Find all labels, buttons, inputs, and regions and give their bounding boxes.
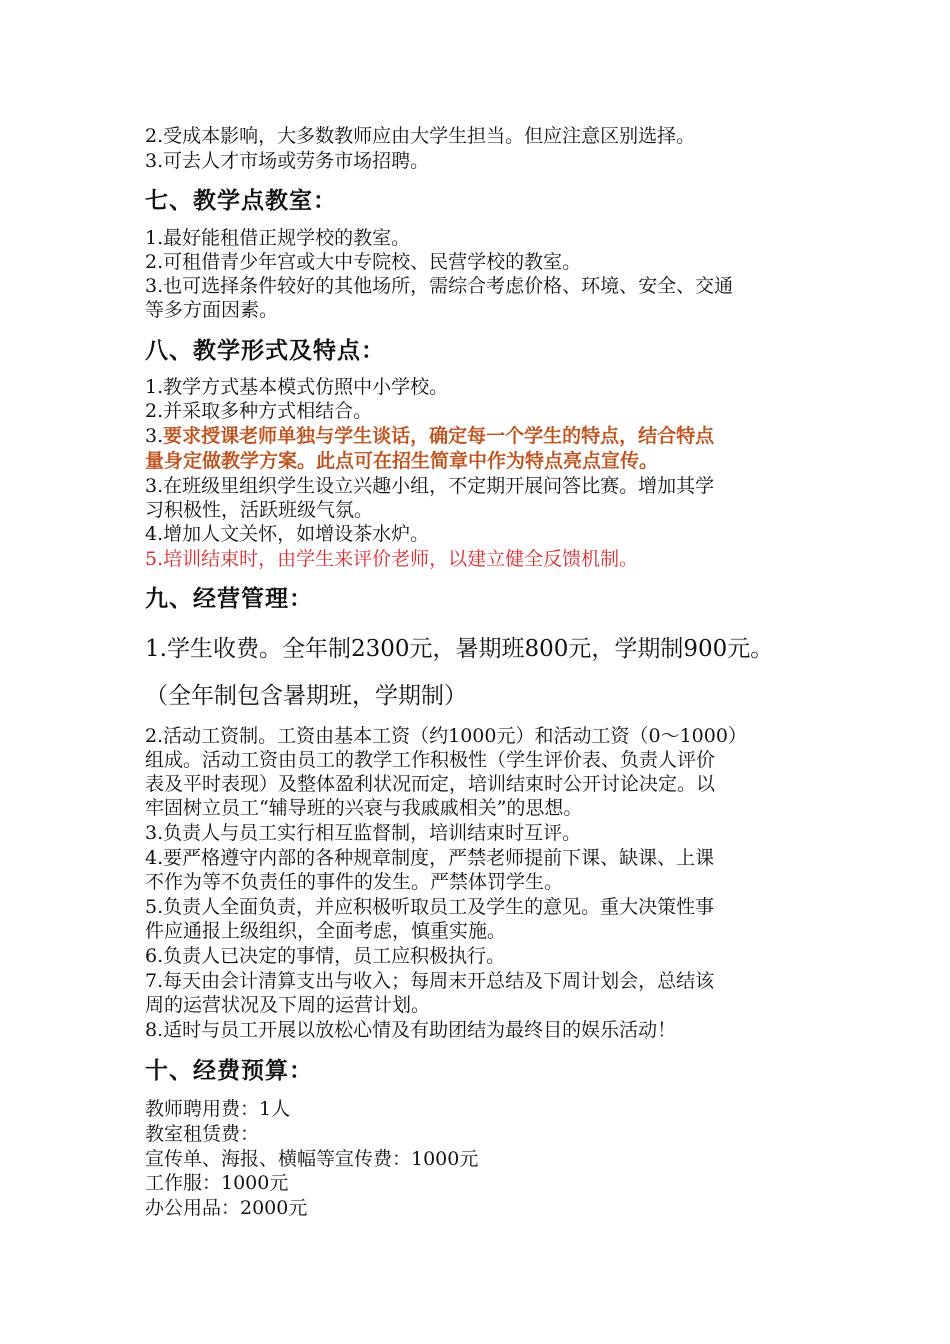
fee-note: （全年制包含暑期班，学期制） (145, 683, 467, 709)
text-line: 件应通报上级组织，全面考虑，慎重实施。 (145, 920, 507, 942)
item-number: 3. (145, 425, 164, 447)
highlight-line (145, 424, 714, 448)
text-line: 2.活动工资制。工资由基本工资（约1000元）和活动工资（0～1000） (145, 725, 747, 747)
text-line: 5.负责人全面负责，并应积极听取员工及学生的意见。重大决策性事 (145, 896, 715, 918)
budget-item: 宣传单、海报、横幅等宣传费：1000元 (145, 1148, 479, 1170)
red-line (145, 547, 638, 571)
section-heading-9: 九、经营管理： (145, 586, 313, 612)
text-line: 3.也可选择条件较好的其他场所，需综合考虑价格、环境、安全、交通 (145, 275, 734, 297)
text-line: 习积极性，活跃班级气氛。 (145, 499, 374, 521)
budget-item: 教室租赁费： (145, 1123, 260, 1145)
text-line: 2.并采取多种方式相结合。 (145, 400, 373, 422)
highlight-text: 要求授课老师单独与学生谈话，确定每一个学生的特点，结合特点 (163, 425, 715, 447)
text-line: 8.适时与员工开展以放松心情及有助团结为最终目的娱乐活动！ (145, 1019, 677, 1041)
fee-line: 1.学生收费。全年制2300元，暑期班800元，学期制900元。 (145, 636, 774, 662)
text-line: 组成。活动工资由员工的教学工作积极性（学生评价表、负责人评价 (145, 749, 716, 771)
text-line: 3.负责人与员工实行相互监督制，培训结束时互评。 (145, 822, 582, 844)
text-line: 3.在班级里组织学生设立兴趣小组，不定期开展问答比赛。增加其学 (145, 475, 715, 497)
text-line: 6.负责人已决定的事情，员工应积极执行。 (145, 945, 506, 967)
text-line: 2.可租借青少年宫或大中专院校、民营学校的教室。 (145, 251, 582, 273)
highlight-line: 量身定做教学方案。此点可在招生简章中作为特点亮点宣传。 (145, 450, 659, 472)
text-line: 2.受成本影响，大多数教师应由大学生担当。但应注意区别选择。 (145, 125, 696, 147)
text-line: 等多方面因素。 (145, 299, 279, 321)
text-line: 周的运营状况及下周的运营计划。 (145, 994, 431, 1016)
red-text: 培训结束时，由学生来评价老师，以建立健全反馈机制。 (163, 548, 639, 570)
text-line: 4.增加人文关怀，如增设茶水炉。 (145, 523, 430, 545)
section-heading-8: 八、教学形式及特点： (145, 338, 385, 364)
text-line: 3.可去人才市场或劳务市场招聘。 (145, 150, 430, 172)
item-number: 5. (145, 548, 164, 570)
text-line: 牢固树立员工“辅导班的兴衰与我戚戚相关”的思想。 (145, 797, 583, 819)
budget-item: 办公用品：2000元 (145, 1197, 308, 1219)
text-line: 表及平时表现）及整体盈利状况而定，培训结束时公开讨论决定。以 (145, 773, 716, 795)
text-line: 1.教学方式基本模式仿照中小学校。 (145, 376, 449, 398)
section-heading-10: 十、经费预算： (145, 1058, 313, 1084)
text-line: 1.最好能租借正规学校的教室。 (145, 227, 411, 249)
section-heading-7: 七、教学点教室： (145, 188, 337, 214)
text-line: 7.每天由会计清算支出与收入；每周末开总结及下周计划会，总结该 (145, 970, 715, 992)
budget-item: 工作服：1000元 (145, 1172, 289, 1194)
text-line: 4.要严格遵守内部的各种规章制度，严禁老师提前下课、缺课、上课 (145, 847, 715, 869)
budget-item: 教师聘用费：1人 (145, 1098, 291, 1120)
text-line: 不作为等不负责任的事件的发生。严禁体罚学生。 (145, 871, 564, 893)
